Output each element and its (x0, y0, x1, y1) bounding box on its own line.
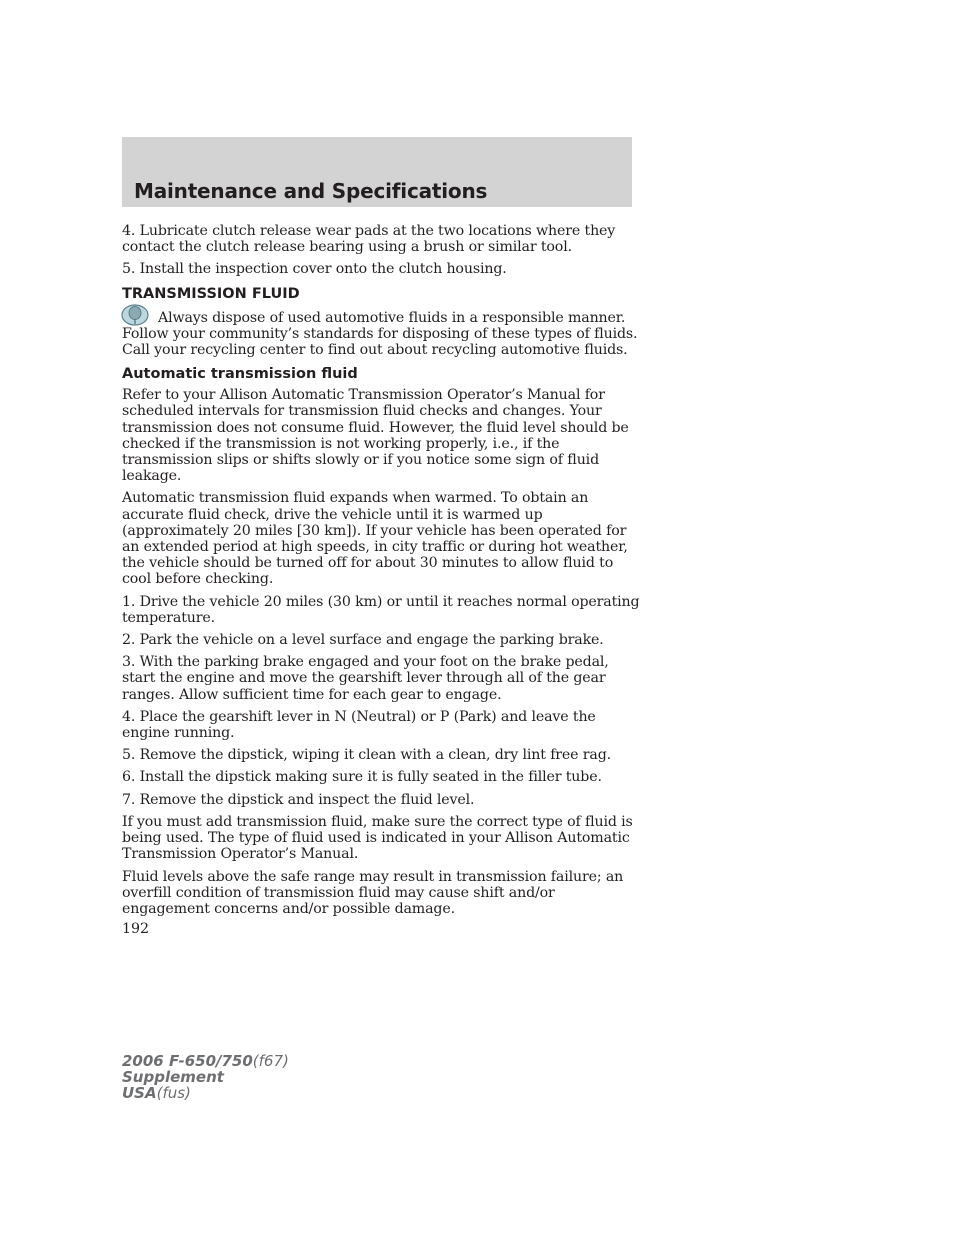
footer-supplement: Supplement (122, 1068, 224, 1086)
text-line: 4. Place the gearshift lever in N (Neutral) or P (Park) and leave the (122, 708, 596, 725)
text-line: Follow your community’s standards for disposing of these types of fluids. (122, 325, 638, 342)
footer-region: USA (122, 1084, 157, 1102)
environment-notice (122, 310, 642, 359)
footer-supplement-line (122, 1069, 289, 1085)
text-line: If you must add transmission fluid, make sure the correct type of fluid is (122, 813, 633, 830)
text-line: 4. Lubricate clutch release wear pads at the two locations where they (122, 223, 616, 239)
text-line: transmission slips or shifts slowly or if you notice some sign of fluid (122, 452, 599, 469)
footer-model: 2006 F-650/750 (122, 1052, 253, 1070)
text-line: an extended period at high speeds, in city traffic or during hot weather, (122, 539, 628, 556)
text-line: 6. Install the dipstick making sure it is fully seated in the filler tube. (122, 769, 602, 786)
text-line: leakage. (122, 468, 182, 485)
step-7-inspect-level (122, 792, 642, 808)
text-line: 2. Park the vehicle on a level surface and engage the parking brake. (122, 632, 604, 649)
text-line: engine running. (122, 725, 235, 742)
text-line: 7. Remove the dipstick and inspect the fluid level. (122, 791, 475, 808)
text-line: Automatic transmission fluid expands when warmed. To obtain an (122, 490, 589, 507)
text-line: engagement concerns and/or possible damage. (122, 900, 455, 917)
text-line: 5. Remove the dipstick, wiping it clean with a clean, dry lint free rag. (122, 747, 612, 764)
paragraph-fluid-levels-warning (122, 869, 642, 918)
heading-automatic-transmission-fluid: Automatic transmission fluid (122, 366, 358, 383)
step-4-gearshift (122, 709, 642, 741)
text-line: accurate fluid check, drive the vehicle until it is warmed up (122, 506, 543, 523)
footer-model-code: (f67) (252, 1052, 289, 1070)
text-line: being used. The type of fluid used is indicated in your Allison Automatic (122, 830, 630, 847)
paragraph-step-4-lubricate (122, 223, 642, 255)
text-line: overfill condition of transmission fluid may cause shift and/or (122, 884, 555, 901)
recycle-leaf-icon (120, 303, 150, 327)
text-line: scheduled intervals for transmission fluid checks and changes. Your (122, 403, 602, 420)
document-footer (122, 1053, 289, 1101)
section-title: Maintenance and Specifications (134, 179, 488, 203)
step-6-install-dipstick (122, 769, 642, 785)
step-5-remove-dipstick (122, 747, 642, 763)
step-3-start-engine (122, 654, 642, 703)
step-1-drive (122, 594, 642, 626)
paragraph-step-5-install-cover (122, 261, 642, 277)
footer-model-line (122, 1053, 289, 1069)
text-line: transmission does not consume fluid. However, the fluid level should be (122, 419, 629, 436)
section-header-band (122, 137, 632, 207)
page-number: 192 (122, 921, 150, 937)
step-2-park (122, 632, 642, 648)
text-line: contact the clutch release bearing using a brush or similar tool. (122, 239, 572, 256)
paragraph-fluid-expands (122, 490, 642, 587)
page-content (122, 223, 642, 923)
footer-region-line (122, 1085, 289, 1101)
heading-transmission-fluid: TRANSMISSION FLUID (122, 285, 300, 302)
text-line: ranges. Allow sufficient time for each gear to engage. (122, 686, 502, 703)
text-line: 5. Install the inspection cover onto the clutch housing. (122, 261, 507, 278)
text-line: (approximately 20 miles [30 km]). If your vehicle has been operated for (122, 522, 627, 539)
text-line: Refer to your Allison Automatic Transmission Operator’s Manual for (122, 387, 605, 404)
footer-region-code: (fus) (156, 1084, 191, 1102)
text-line: Always dispose of used automotive fluids in a responsible manner. (158, 309, 626, 326)
paragraph-add-fluid (122, 814, 642, 863)
text-line: Transmission Operator’s Manual. (122, 846, 359, 863)
text-line: Call your recycling center to find out about recycling automotive fluids. (122, 342, 628, 359)
paragraph-refer-manual (122, 387, 642, 484)
text-line: 3. With the parking brake engaged and your foot on the brake pedal, (122, 654, 609, 671)
text-line: 1. Drive the vehicle 20 miles (30 km) or until it reaches normal operating (122, 593, 640, 610)
text-line: temperature. (122, 609, 215, 626)
text-line: the vehicle should be turned off for about 30 minutes to allow fluid to (122, 555, 614, 572)
text-line: cool before checking. (122, 571, 274, 588)
text-line: checked if the transmission is not working properly, i.e., if the (122, 435, 560, 452)
text-line: start the engine and move the gearshift lever through all of the gear (122, 670, 606, 687)
text-line: Fluid levels above the safe range may result in transmission failure; an (122, 868, 624, 885)
